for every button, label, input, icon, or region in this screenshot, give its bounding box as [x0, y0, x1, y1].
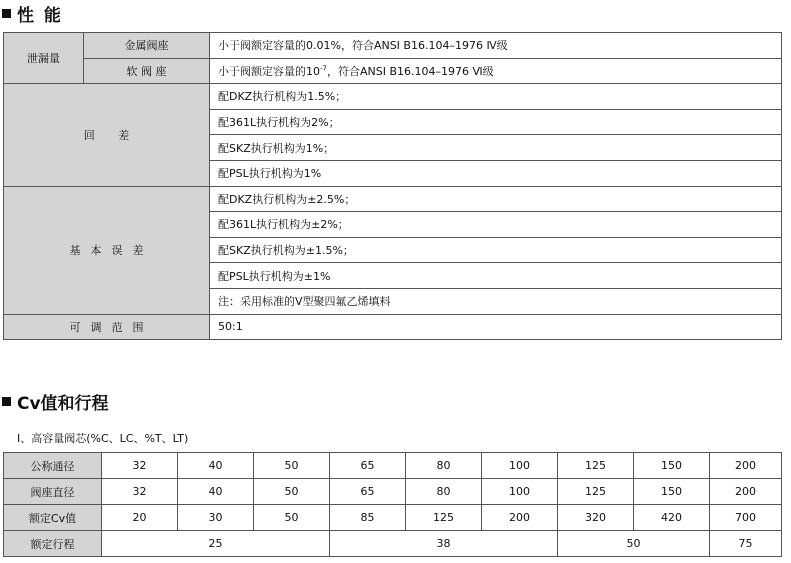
- hysteresis-label: 回 差: [4, 84, 210, 186]
- range-label: 可调范围: [4, 314, 210, 340]
- rated-cv-cell: 20: [102, 505, 178, 531]
- nominal-size-cell: 100: [482, 453, 558, 479]
- seat-diameter-cell: 100: [482, 479, 558, 505]
- nominal-size-cell: 125: [558, 453, 634, 479]
- basic-error-note: 注：采用标准的V型聚四氟乙烯填料: [210, 288, 782, 314]
- soft-seat-label: 软 阀 座: [84, 58, 210, 84]
- cv-caption: Ⅰ、高容量阀芯(%C、LC、%T、LT): [17, 432, 189, 445]
- rated-cv-label: 额定Cv值: [4, 505, 102, 531]
- table-row: [4, 33, 782, 59]
- table-row: [4, 84, 782, 110]
- performance-table: [3, 32, 782, 340]
- seat-diameter-cell: 50: [254, 479, 330, 505]
- hysteresis-item: 配DKZ执行机构为1.5%；: [210, 84, 782, 110]
- rated-cv-cell: 420: [634, 505, 710, 531]
- soft-seat-value-prefix: 小于阀额定容量的10: [218, 64, 320, 78]
- table-row: [4, 505, 782, 531]
- rated-cv-cell: 50: [254, 505, 330, 531]
- rated-travel-cell: 38: [330, 531, 558, 557]
- table-row: [4, 453, 782, 479]
- basic-error-item: 配361L执行机构为±2%；: [210, 212, 782, 238]
- seat-diameter-cell: 40: [178, 479, 254, 505]
- metal-seat-label: 金属阀座: [84, 33, 210, 59]
- rated-cv-cell: 320: [558, 505, 634, 531]
- metal-seat-value: 小于阀额定容量的0.01%，符合ANSI B16.104–1976 Ⅳ级: [210, 33, 782, 59]
- table-row: [4, 531, 782, 557]
- basic-error-item: 配DKZ执行机构为±2.5%；: [210, 186, 782, 212]
- nominal-size-cell: 80: [406, 453, 482, 479]
- square-bullet-icon: [2, 397, 11, 406]
- basic-error-item: 配SKZ执行机构为±1.5%；: [210, 237, 782, 263]
- performance-heading-text: 性 能: [17, 6, 63, 26]
- table-row: [4, 186, 782, 212]
- nominal-size-label: 公称通径: [4, 453, 102, 479]
- range-value: 50:1: [210, 314, 782, 340]
- basic-error-label: 基本误差: [4, 186, 210, 314]
- rated-cv-cell: 200: [482, 505, 558, 531]
- nominal-size-cell: 50: [254, 453, 330, 479]
- rated-cv-cell: 30: [178, 505, 254, 531]
- rated-cv-cell: 700: [710, 505, 782, 531]
- seat-diameter-cell: 150: [634, 479, 710, 505]
- seat-diameter-cell: 80: [406, 479, 482, 505]
- hysteresis-item: 配361L执行机构为2%；: [210, 109, 782, 135]
- table-row: [4, 314, 782, 340]
- seat-diameter-cell: 32: [102, 479, 178, 505]
- nominal-size-cell: 65: [330, 453, 406, 479]
- nominal-size-cell: 200: [710, 453, 782, 479]
- cv-heading: [2, 389, 109, 414]
- seat-diameter-label: 阀座直径: [4, 479, 102, 505]
- leakage-label: 泄漏量: [4, 33, 84, 84]
- seat-diameter-cell: 200: [710, 479, 782, 505]
- rated-travel-cell: 50: [558, 531, 710, 557]
- table-row: [4, 479, 782, 505]
- soft-seat-value-suffix: ，符合ANSI B16.104–1976 Ⅵ级: [326, 64, 494, 78]
- nominal-size-cell: 150: [634, 453, 710, 479]
- seat-diameter-cell: 125: [558, 479, 634, 505]
- nominal-size-cell: 40: [178, 453, 254, 479]
- hysteresis-item: 配PSL执行机构为1%: [210, 160, 782, 186]
- cv-table: [3, 452, 782, 557]
- nominal-size-cell: 32: [102, 453, 178, 479]
- table-row: [4, 58, 782, 84]
- basic-error-item: 配PSL执行机构为±1%: [210, 263, 782, 289]
- performance-heading: [2, 1, 63, 26]
- rated-travel-cell: 75: [710, 531, 782, 557]
- rated-travel-cell: 25: [102, 531, 330, 557]
- rated-cv-cell: 125: [406, 505, 482, 531]
- square-bullet-icon: [2, 9, 11, 18]
- seat-diameter-cell: 65: [330, 479, 406, 505]
- soft-seat-value: [210, 58, 782, 84]
- hysteresis-item: 配SKZ执行机构为1%；: [210, 135, 782, 161]
- rated-cv-cell: 85: [330, 505, 406, 531]
- rated-travel-label: 额定行程: [4, 531, 102, 557]
- soft-seat-value-exponent: -7: [320, 64, 327, 73]
- cv-heading-text: Cv值和行程: [17, 394, 109, 414]
